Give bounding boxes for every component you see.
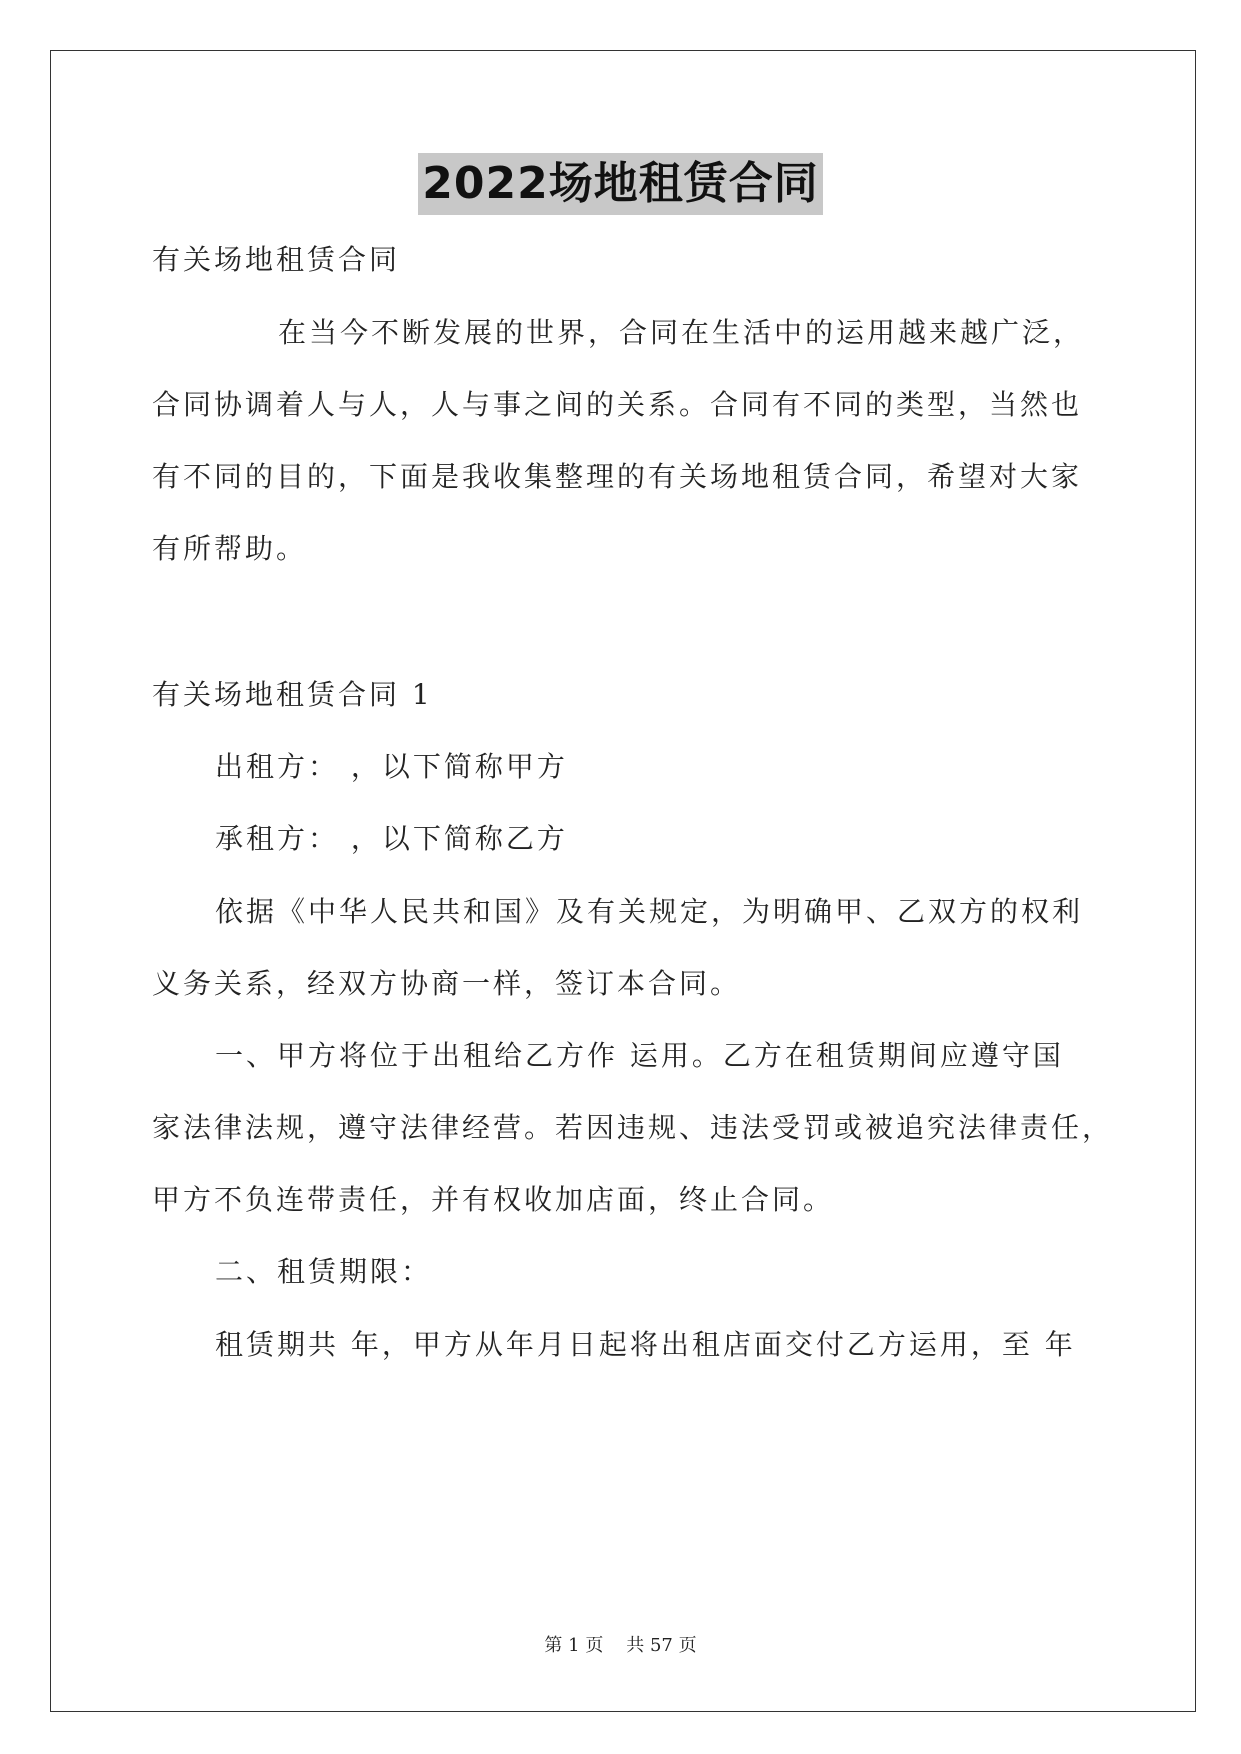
title-container (0, 153, 1241, 215)
lessor-line: 出租方： ，以下简称甲方 (215, 750, 568, 783)
clause-two-heading: 二、租赁期限： (215, 1255, 433, 1288)
paragraph-line: 义务关系，经双方协商一样，签订本合同。 (152, 967, 742, 1000)
paragraph-line: 在当今不断发展的世界，合同在生活中的运用越来越广泛， (278, 316, 1085, 349)
page-number: 第 1 页 (544, 1635, 604, 1656)
clause-one-line: 一、甲方将位于出租给乙方作 运用。乙方在租赁期间应遵守国 (215, 1039, 1064, 1072)
paragraph-line: 有所帮助。 (152, 532, 308, 565)
document-title: 2022场地租赁合同 (418, 153, 822, 215)
paragraph-line: 有不同的目的，下面是我收集整理的有关场地租赁合同，希望对大家 (152, 460, 1083, 493)
contract-heading: 有关场地租赁合同 1 (152, 678, 433, 711)
total-pages: 共 57 页 (626, 1635, 697, 1656)
lessee-line: 承租方： ，以下简称乙方 (215, 822, 568, 855)
page-border (50, 50, 1196, 1712)
clause-one-line: 家法律法规，遵守法律经营。若因违规、违法受罚或被追究法律责任， (152, 1111, 1114, 1144)
paragraph-line: 依据《中华人民共和国》及有关规定，为明确甲、乙双方的权利 (215, 895, 1084, 928)
clause-one-line: 甲方不负连带责任，并有权收加店面，终止合同。 (152, 1183, 835, 1216)
page-footer (0, 1634, 1241, 1658)
paragraph-line: 合同协调着人与人，人与事之间的关系。合同有不同的类型，当然也 (152, 388, 1083, 421)
clause-two-line: 租赁期共 年，甲方从年月日起将出租店面交付乙方运用，至 年 (215, 1328, 1076, 1361)
section-heading: 有关场地租赁合同 (152, 243, 401, 276)
